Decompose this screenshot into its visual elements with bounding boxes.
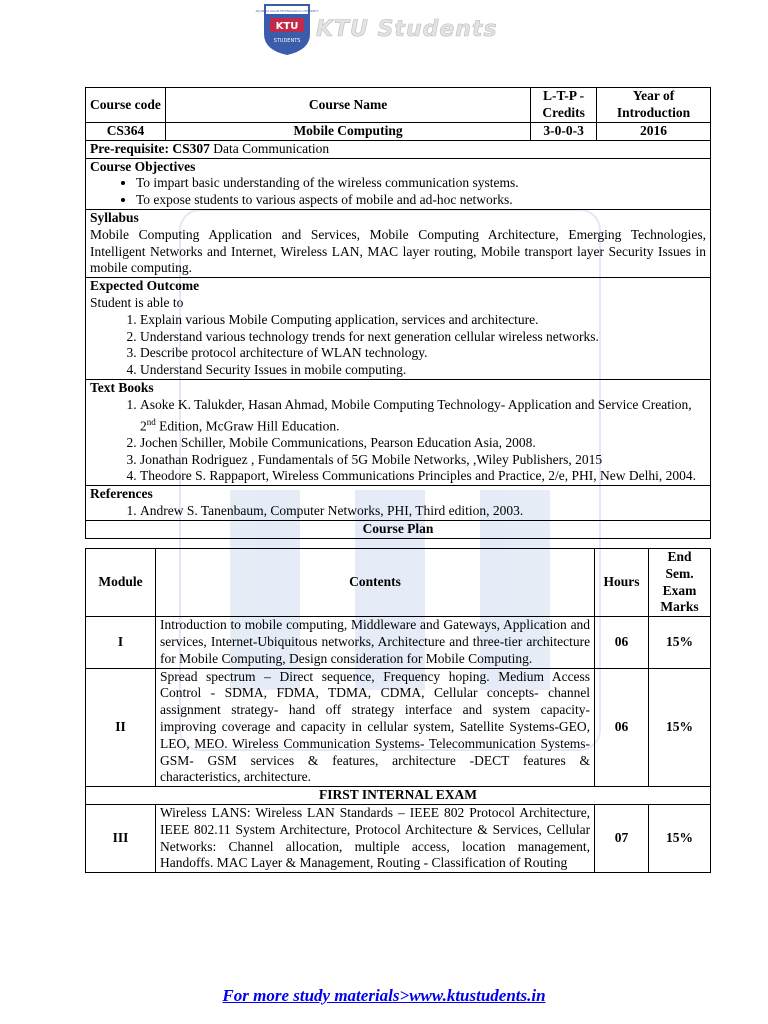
outcome-title: Expected Outcome xyxy=(90,278,200,294)
textbook-item: 3. Jonathan Rodriguez , Fundamentals of 5G Mobile Networks, ,Wiley Publishers, 2015 xyxy=(140,452,706,469)
col-hours: Hours xyxy=(595,549,649,617)
course-value-row xyxy=(86,123,711,141)
syllabus-row xyxy=(86,209,711,277)
outcome-item: 2. Understand various technology trends for next generation cellular wireless networks. xyxy=(140,329,706,346)
course-plan-title: Course Plan xyxy=(86,520,711,538)
internal-exam-row xyxy=(86,787,711,805)
module-hours: 06 xyxy=(595,668,649,787)
outcome-list xyxy=(90,312,706,379)
module-row xyxy=(86,804,711,872)
objectives-title: Course Objectives xyxy=(90,158,196,174)
module-number: II xyxy=(86,668,156,787)
module-hours: 07 xyxy=(595,804,649,872)
prerequisite-row xyxy=(86,140,711,158)
plan-header-row xyxy=(86,549,711,617)
prerequisite-label: Pre-requisite: xyxy=(90,140,169,156)
col-course-name: Course Name xyxy=(165,88,530,123)
ltp-credits-value: 3-0-0-3 xyxy=(531,123,597,141)
textbooks-title: Text Books xyxy=(90,379,154,395)
textbook-item-1b: Edition, McGraw Hill Education. xyxy=(155,418,340,434)
shield-bottom-text: STUDENTS xyxy=(273,38,301,44)
col-course-code: Course code xyxy=(86,88,166,123)
module-marks: 15% xyxy=(649,668,711,787)
module-marks: 15% xyxy=(649,617,711,668)
textbooks-row xyxy=(86,379,711,485)
col-exam-marks: End Sem. Exam Marks xyxy=(649,549,711,617)
syllabus-title: Syllabus xyxy=(90,209,139,225)
study-materials-link[interactable]: For more study materials>www.ktustudents.in xyxy=(222,986,546,1005)
col-contents: Contents xyxy=(155,549,594,617)
year-value: 2016 xyxy=(597,123,711,141)
course-plan-title-row xyxy=(86,520,711,538)
textbook-item: 2. Jochen Schiller, Mobile Communications, Pearson Education Asia, 2008. xyxy=(140,435,706,452)
course-plan-table xyxy=(85,548,711,873)
outcome-item: 4. Understand Security Issues in mobile computing. xyxy=(140,362,706,379)
course-code-value: CS364 xyxy=(86,123,166,141)
textbook-item: 4. Theodore S. Rappaport, Wireless Communications Principles and Practice, 2/e, PHI, New Delhi, 2004. xyxy=(140,468,706,485)
objectives-row xyxy=(86,158,711,209)
textbook-item xyxy=(140,397,706,435)
col-ltp-credits: L-T-P - Credits xyxy=(531,88,597,123)
ktu-students-logo xyxy=(255,2,498,56)
references-row xyxy=(86,486,711,521)
module-row xyxy=(86,617,711,668)
module-number: III xyxy=(86,804,156,872)
course-header-row xyxy=(86,88,711,123)
col-year-of-introduction: Year of Introduction xyxy=(597,88,711,123)
outcome-intro: Student is able to xyxy=(90,294,184,310)
outcome-row xyxy=(86,278,711,380)
references-list xyxy=(90,503,706,520)
module-row xyxy=(86,668,711,787)
module-number: I xyxy=(86,617,156,668)
col-module: Module xyxy=(86,549,156,617)
textbooks-list xyxy=(90,397,706,485)
prerequisite-text: Data Communication xyxy=(213,140,330,156)
module-hours: 06 xyxy=(595,617,649,668)
syllabus-text: Mobile Computing Application and Services, Mobile Computing Architecture, Emerging Technologies, Intelligent Networks and Internet, Wireless LAN, MAC layer routing, Mobile transport layer Security Issues in mobile computing. xyxy=(90,226,706,276)
textbook-item-1sup: nd xyxy=(146,416,156,427)
module-contents: Introduction to mobile computing, Middleware and Gateways, Application and services, Internet-Ubiquitous networks, Architecture and three-tier architecture for Mobile Computing, Design consideration for Mobile Computing. xyxy=(155,617,594,668)
objective-item: • To impart basic understanding of the wireless communication systems. xyxy=(136,175,706,192)
first-internal-exam: FIRST INTERNAL EXAM xyxy=(86,787,711,805)
module-contents: Wireless LANS: Wireless LAN Standards – IEEE 802 Protocol Architecture, IEEE 802.11 System Architecture, Protocol Architecture & Services, Cellular Networks: Channel allocation, multiple access, location management, Handoffs. MAC Layer & Management, Routing - Classification of Routing xyxy=(155,804,594,872)
objectives-list xyxy=(90,175,706,209)
course-name-value: Mobile Computing xyxy=(165,123,530,141)
outcome-item: 3. Describe protocol architecture of WLAN technology. xyxy=(140,345,706,362)
module-marks: 15% xyxy=(649,804,711,872)
course-info-table xyxy=(85,87,711,539)
shield-mid-text: KTU xyxy=(275,21,299,32)
module-contents: Spread spectrum – Direct sequence, Frequency hoping. Medium Access Control - SDMA, FDMA, TDMA, CDMA, Cellular concepts- channel assignment strategy- hand off strategy interface and system capacity- improving coverage and capacity in cellular system, Satellite Systems-GEO, LEO, MEO. Wireless Communication Systems- Telecommunication Systems- GSM- GSM services & features, architecture -DECT features & characteristics, architecture. xyxy=(155,668,594,787)
logo-text: KTU Students xyxy=(316,16,498,42)
reference-item: 1. Andrew S. Tanenbaum, Computer Networks, PHI, Third edition, 2003. xyxy=(140,503,706,520)
prerequisite-code: CS307 xyxy=(172,140,210,156)
outcome-item: 1. Explain various Mobile Computing application, services and architecture. xyxy=(140,312,706,329)
objective-item: • To expose students to various aspects of mobile and ad-hoc networks. xyxy=(136,192,706,209)
references-title: References xyxy=(90,486,153,502)
shield-top-text: APJ ABDUL KALAM TECHNOLOGICAL UNIVERSITY xyxy=(255,10,319,13)
textbook-item-1a: Asoke K. Talukder, Hasan Ahmad, Mobile Computing Technology- Application and Service Creation, 2 xyxy=(140,396,692,434)
ktu-shield-icon xyxy=(255,2,319,56)
